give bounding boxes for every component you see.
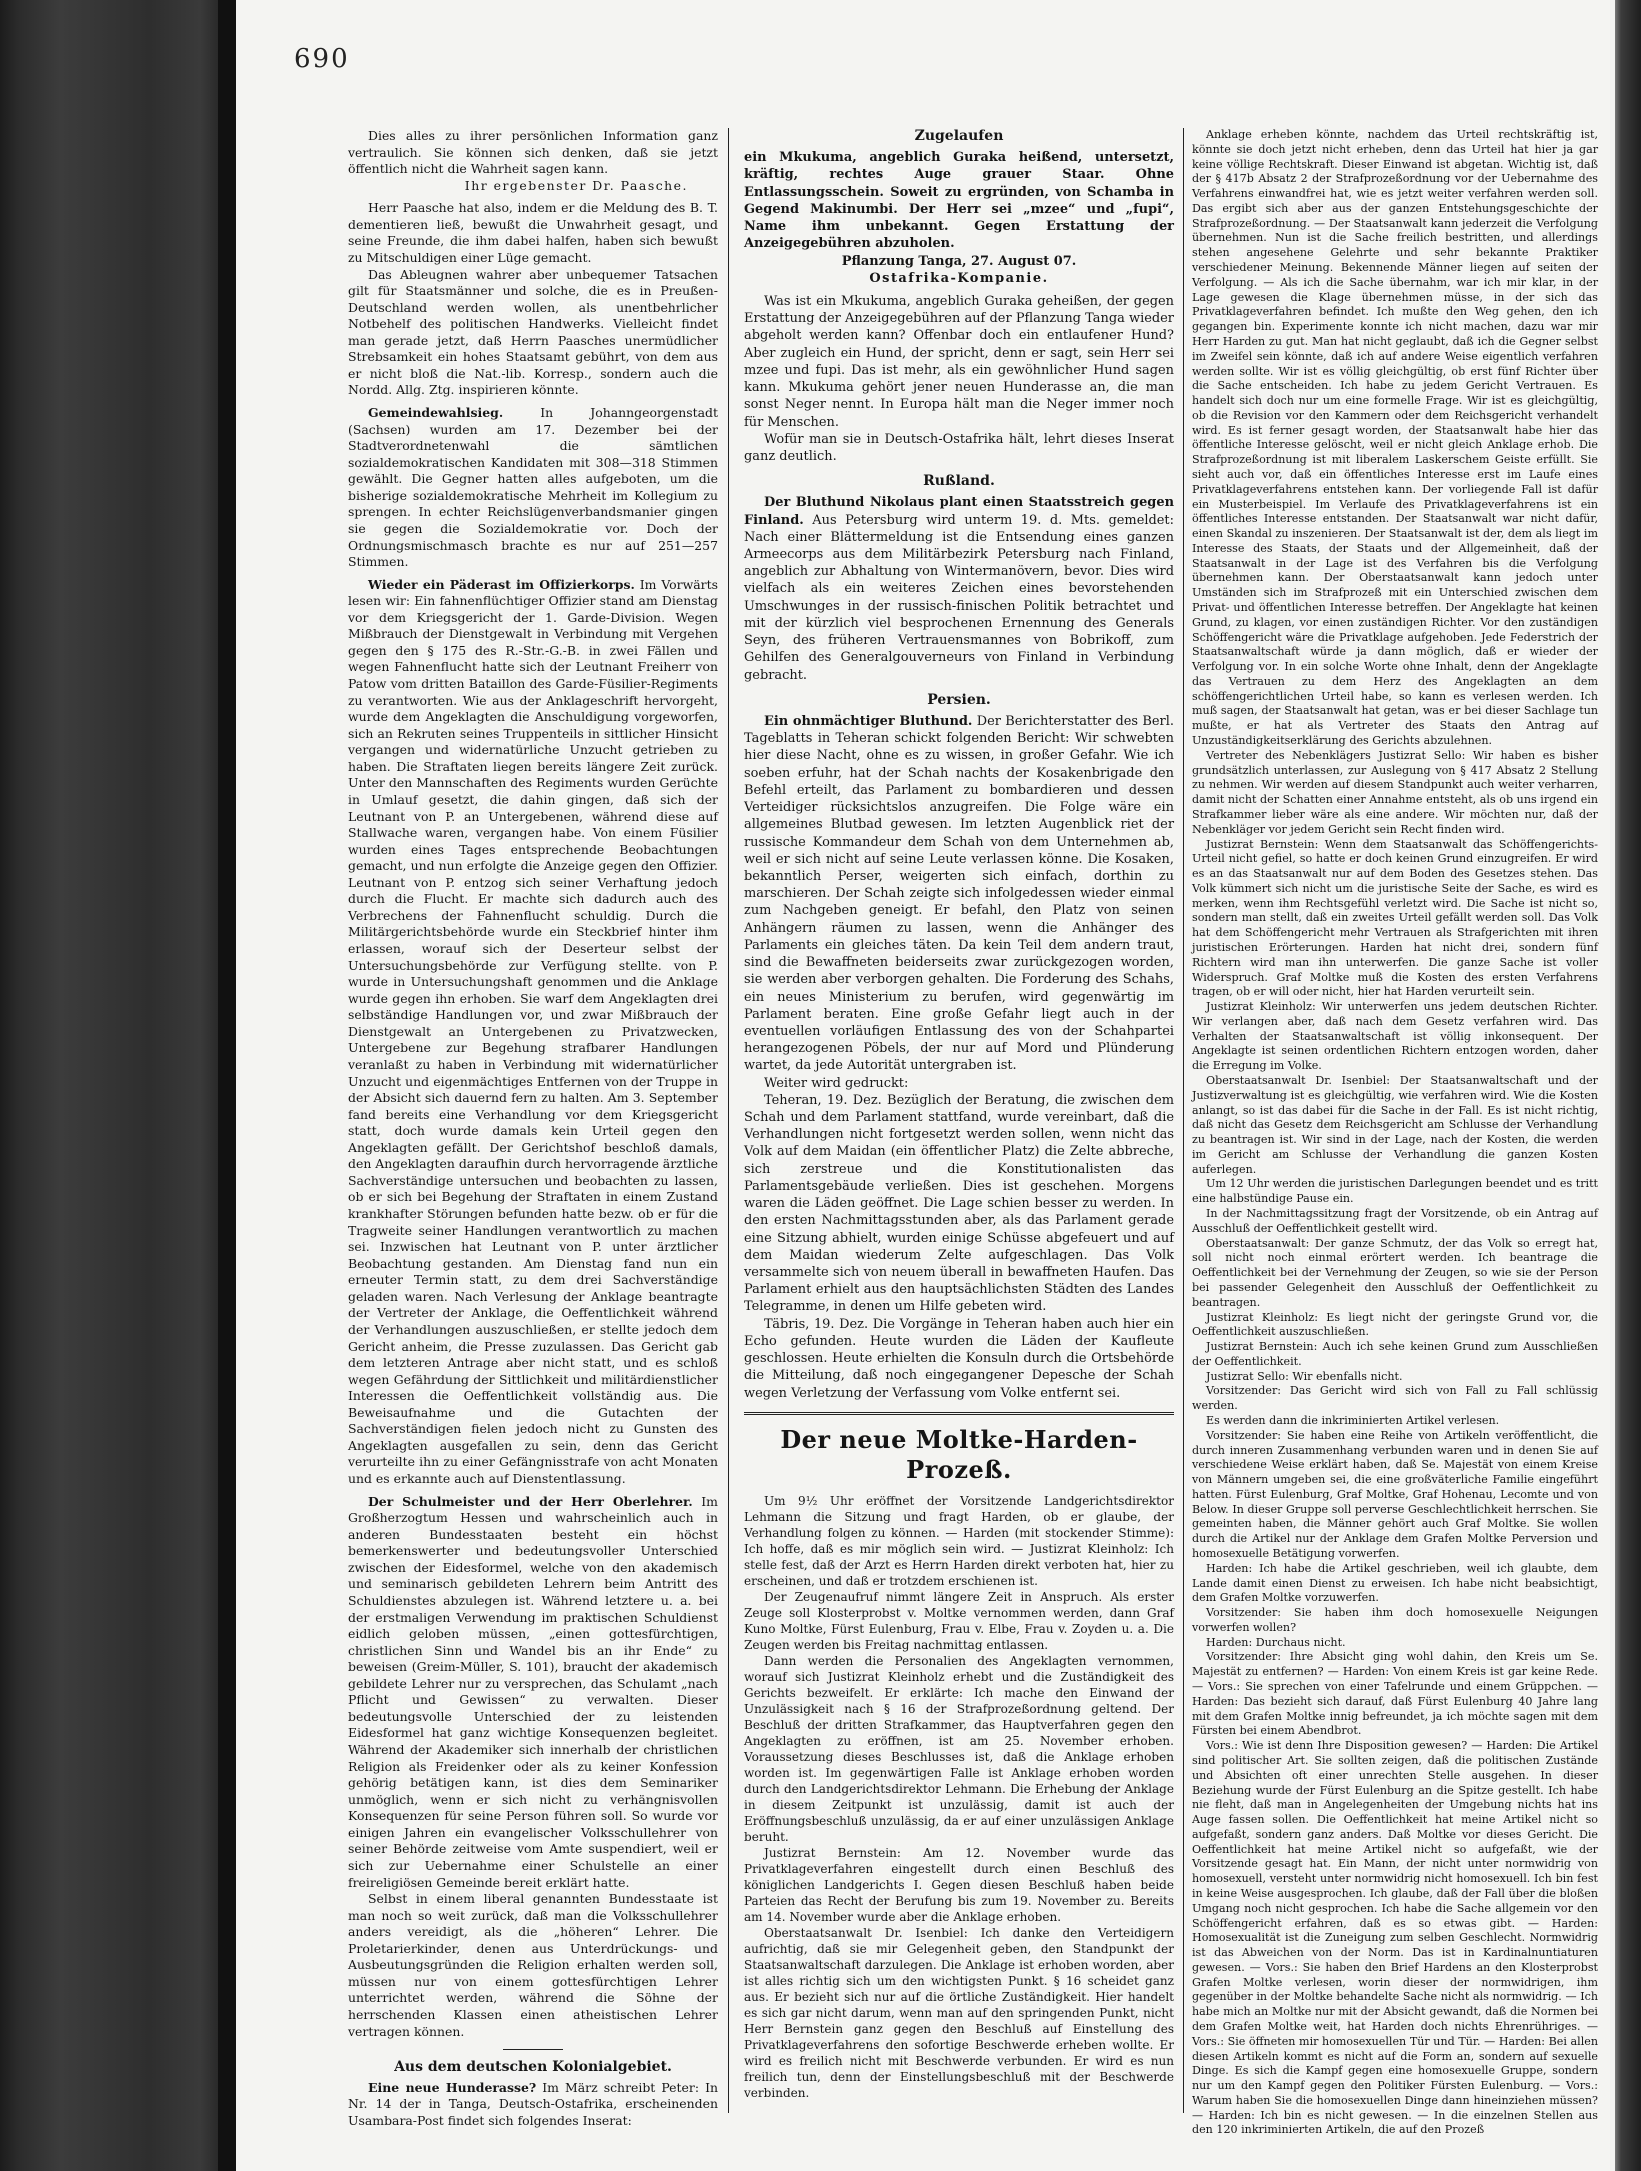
continued-paragraph: Es werden dann die inkriminierten Artikel verlesen.	[1206, 1413, 1500, 1427]
continued-paragraph: Oberstaatsanwalt Dr. Isenbiel: Der Staatsanwaltschaft und der Justizverwaltung ist es gleichgültig, wie verfahren wird. Wie die Kosten anlangt, so ist das dabei für die Sache in der Fall. Es ist nicht richtig, daß nicht das Gesetz dem Reichsgericht am Schlusse der Verhandlung zu beantragen ist. Wir sind in der Lage, nach der Kosten, die werden im Gericht am Schlusse der Verhandlung die ganzen Kosten auferlegen.	[1192, 1074, 1598, 1176]
schulmeister-title: Der Schulmeister und der Herr Oberlehrer.	[368, 1493, 693, 1509]
inserat-signature: Ostafrika-Kompanie.	[869, 270, 1049, 286]
continued-paragraph: Oberstaatsanwalt: Der ganze Schmutz, der das Volk so erregt hat, soll nicht noch einmal erörtert werden. Ich beantrage die Oeffentlichkeit bei der Vernehmung der Zeugen, so wie sie der Person bei passender Gelegenheit den Ausschluß der Oeffentlichkeit zu beantragen.	[1192, 1236, 1598, 1309]
persien-head: Persien.	[927, 691, 991, 708]
inserat-head: Zugelaufen	[914, 128, 1004, 144]
continued-paragraph: Justizrat Sello: Wir ebenfalls nicht.	[1206, 1369, 1403, 1383]
schulmeister-text: Im Großherzogtum Hessen und wahrscheinlich auch in anderen Bundesstaaten besteht ein höchst bemerkenswerter und bedeutungsvoller Unterschied zwischen der Eidesformel, welche von den akademisch und seminarisch gebildeten Lehrern beim Antritt des Schuldienstes abzulegen ist. Während letztere u. a. bei der erstmaligen Verwendung im praktischen Schuldienst eidlich geloben müssen, „einen gottesfürchtigen, christlichen Sinn und Wandel bis an ihr Ende“ zu beweisen (Greim-Müller, S. 101), braucht der akademisch gebildete Lehrer nur zu versprechen, das Schulamt „nach Pflicht und Gewissen“ zu verwalten. Dieser bedeutungsvolle Unterschied der zu leistenden Eidesformel hat ganz wichtige Konsequenzen begleitet. Während der Akademiker sich innerhalb der christlichen Religion als Freidenker oder als zu keiner Konfession gehörig betätigen kann, ist dies dem Seminariker unmöglich, wenn er sich nicht zu verhängnisvollen Konsequenzen für seine Person führen soll. So wurde vor einigen Jahren ein evangelischer Volksschullehrer von seiner Behörde zeitweise vom Amte suspendiert, weil er sich zur Uebernahme einer Schulstelle an einer freireligiösen Gemeinde bereit erklärt hatte.	[348, 1493, 718, 1890]
persien-title: Ein ohnmächtiger Bluthund.	[764, 714, 973, 729]
continued-paragraph: Harden: Durchaus nicht.	[1206, 1635, 1346, 1649]
column-1	[348, 128, 718, 2129]
continued-paragraph: Justizrat Bernstein: Wenn dem Staatsanwalt das Schöffengerichts-Urteil nicht gefiel, so hatte er doch keinen Grund einzugreifen. Er wird es an das Staatsanwalt nur auf dem Boden des Gesetzes stehen. Das Volk kümmert sich nicht um die juristische Seite der Sache, es wird es merken, wenn ihm Rechtsgefühl verletzt wird. Die Sache ist nicht so, sondern man stellt, daß ein zweites Urteil gefällt werden soll. Das Volk hat dem Schöffengericht mehr Vertrauen als Strafgerichten mit ihren juristischen Erörterungen. Harden hat nicht drei, sondern fünf Richtern wird man ihn unterwerfen. Die ganze Sache ist voller Widerspruch. Graf Moltke muß die Kosten des ersten Verfahrens tragen, ob er will oder nicht, hier hat Harden verurteilt sein.	[1192, 837, 1598, 999]
continued-paragraph: Vorsitzender: Das Gericht wird sich von Fall zu Fall schlüssig werden.	[1192, 1384, 1598, 1413]
schulmeister-article	[348, 1494, 718, 1892]
russland-text: Aus Petersburg wird unterm 19. d. Mts. gemeldet: Nach einer Blättermeldung ist die Entsendung eines ganzen Armeecorps aus dem Militärbezirk Petersburg nach Finland, angeblich zur Abhaltung von Wintermanövern, bevor. Dies wird vielfach als ein weiteres Zeichen eines bevorstehenden Umschwunges in der russisch-finischen Politik betrachtet und mit der kürzlich viel besprochenen Ernennung des Generals Seyn, des früheren Vertrauensmannes von Bobrikoff, zum Gehilfen des Generalgouverneurs von Finland in Verbindung gebracht.	[744, 512, 1174, 683]
kolonial-comment-2: Wofür man sie in Deutsch-Ostafrika hält, lehrt dieses Inserat ganz deutlich.	[744, 431, 1174, 464]
paasche-comment-1: Herr Paasche hat also, indem er die Meldung des B. T. dementieren ließ, bewußt die Unwahrheit gesagt, und seine Freunde, die ihm dabei halfen, haben sich bewußt zu Mitschuldigen einer Lüge gemacht.	[348, 200, 718, 265]
article-divider	[744, 1412, 1174, 1415]
continued-paragraph: Justizrat Kleinholz: Wir unterwerfen uns jedem deutschen Richter. Wir verlangen aber, daß nach dem Gesetz verfahren wird. Das Verhalten der Staatsanwaltschaft ist völlig inkonsequent. Der Angeklagte ist seinen ordentlichen Richtern entzogen worden, daher die Erregung im Volke.	[1192, 1000, 1598, 1073]
newspaper-page	[236, 0, 1615, 2171]
column-separator-2	[1183, 128, 1184, 2113]
column-3	[1192, 128, 1598, 2138]
gemeinde-title: Gemeindewahlsieg.	[368, 405, 504, 420]
hunde-text: Im März schreibt Peter: In Nr. 14 der in Tanga, Deutsch-Ostafrika, erscheinenden Usambara-Post findet sich folgendes Inserat:	[348, 2079, 718, 2128]
moltke-harden-continued	[1192, 128, 1598, 2138]
paederast-article	[348, 577, 718, 1488]
teheran-report: Teheran, 19. Dez. Bezüglich der Beratung, die zwischen dem Schah und dem Parlament stattfand, wurde vereinbart, daß die Verhandlungen nicht fortgesetzt werden sollen, wenn nicht das Volk auf dem Maidan (ein öffentlicher Platz) die Zelte abbreche, sich zerstreue und die Konstitutionalisten das Parlamentsgebäude verließen. Dies ist geschehen. Morgens waren die Läden geöffnet. Die Lage schien besser zu werden. In den ersten Nachmittagsstunden aber, als das Parlament gerade eine Sitzung abhielt, wurden einige Schüsse abgefeuert und auf dem Maidan wiederum Zelte aufgeschlagen. Das Volk versammelte sich von neuem überall in bewaffneten Haufen. Das Parlament erhielt aus den hauptsächlichsten Städten des Landes Telegramme, in denen um Hilfe gebeten wird.	[744, 1092, 1174, 1315]
persien-text: Der Berichterstatter des Berl. Tageblatts in Teheran schickt folgenden Bericht: Wir schwebten hier diese Nacht, ohne es zu wissen, in großer Gefahr. Wie ich soeben erfuhr, hat der Schah nachts der Kosakenbrigade den Befehl erteilt, das Parlament zu bombardieren und dessen Verteidiger rücksichtslos anzugreifen. Die Folge wäre ein allgemeines Blutbad gewesen. Im letzten Augenblick riet der russische Kommandeur dem Schah von dem Unternehmen ab, weil er sich nicht auf seine Leute verlassen könne. Die Kosaken, bekanntlich Perser, weigerten sich einfach, dorthin zu marschieren. Der Schah zeigte sich infolgedessen wieder einmal zum Nachgeben geneigt. Er befahl, den Platz von seinen Anhängern räumen zu lassen, wenn die Anhänger des Parlaments ein gleiches täten. Da kein Teil dem andern traut, sind die Bewaffneten beiderseits zwar zurückgezogen worden, sie werden aber verborgen gehalten. Die Forderung des Schahs, ein neues Ministerium zu berufen, wird gegenwärtig im Parlament beraten. Eine große Gefahr liegt auch in der eventuellen vorläufigen Entlassung des von der Schahpartei herangezogenen Pöbels, der nur auf Mord und Plünderung wartet, da jede Autorität untergraben ist.	[744, 714, 1174, 1074]
paederast-title: Wieder ein Päderast im Offizierkorps.	[368, 576, 635, 592]
page-number: 690	[294, 44, 350, 74]
paederast-text: Im Vorwärts lesen wir: Ein fahnenflüchtiger Offizier stand am Dienstag vor dem Kriegsgericht der 1. Garde-Division. Wegen Mißbrauch der Dienstgewalt in Verbindung mit Vergehen gegen den § 175 des R.-Str.-G.-B. in zwei Fällen und wegen Fahnenflucht hatte sich der Leutnant Freiherr von Patow vom dritten Bataillon des Garde-Füsilier-Regiments zu verantworten. Wie aus der Anklageschrift hervorgeht, wurde dem Angeklagten die Anschuldigung vorgeworfen, sich an Rekruten seines Truppenteils in sittlicher Hinsicht vergangen und widernatürliche Unzucht getrieben zu haben. Die Straftaten liegen bereits längere Zeit zurück. Unter den Mannschaften des Regiments wurden Gerüchte in Umlauf gesetzt, die dahin gingen, daß sich der Leutnant von P. an Untergebenen, während diese auf Stallwache waren, vergangen habe. Von einem Füsilier wurden eines Tages entsprechende Beobachtungen gemacht, und nun erfolgte die Anzeige gegen den Offizier. Leutnant von P. entzog sich seiner Verhaftung jedoch durch die Flucht. Er machte sich dadurch auch des Verbrechens der Fahnenflucht schuldig. Durch die Militärgerichtsbehörde wurde ein Steckbrief hinter ihm erlassen, worauf sich der Deserteur selbst der Untersuchungsbehörde zur Verfügung stellte. von P. wurde in Untersuchungshaft genommen und die Anklage wurde gegen ihn erhoben. Sie warf dem Angeklagten drei selbständige Handlungen vor, und zwar Mißbrauch der Dienstgewalt an Untergebenen zu Privatzwecken, Untergebene zur Begehung strafbarer Handlungen veranlaßt zu haben in Verbindung mit widernatürlicher Unzucht und eigenmächtiges Entfernen von der Truppe in der Absicht sich dauernd fern zu halten. Am 3. September fand bereits eine Verhandlung vor dem Kriegsgericht statt, doch wurde damals kein Urteil gegen den Angeklagten gefällt. Der Gerichtshof beschloß damals, den Angeklagten daraufhin durch hervorragende ärztliche Sachverständige untersuchen und beobachten zu lassen, ob er sich bei Begehung der Straftaten in einem Zustand krankhafter Störungen befunden hatte bezw. ob er für die Tragweite seiner Handlungen verantwortlich zu machen sei. Inzwischen hat Leutnant von P. unter ärztlicher Beobachtung gestanden. Am Dienstag fand nun ein erneuter Termin statt, zu dem drei Sachverständige geladen waren. Nach Verlesung der Anklage beantragte der Vertreter der Anklage, die Oeffentlichkeit während der Verhandlungen auszuschließen, er stellte jedoch dem Gericht anheim, die Presse zuzulassen. Das Gericht gab dem letzteren Antrage aber nicht statt, und es schloß wegen Gefährdung der Sittlichkeit und militärdienstlicher Interessen die Oeffentlichkeit vollständig aus. Die Beweisaufnahme und die Gutachten der Sachverständigen fielen jedoch nicht zu Gunsten des Angeklagten ausgefallen zu sein, denn das Gericht verurteilte ihn zu einer Gefängnisstrafe von acht Monaten und es erkannte auch auf Dienstentlassung.	[348, 576, 718, 1486]
continued-paragraph: Vorsitzender: Ihre Absicht ging wohl dahin, den Kreis um Se. Majestät zu entfernen? — Harden: Von einem Kreis ist gar keine Rede. — Vors.: Sie sprechen von einer Tafelrunde und einem Grüppchen. — Harden: Das bezieht sich darauf, daß Fürst Eulenburg 40 Jahre lang mit dem Grafen Moltke innig befreundet, ja ich möchte sagen mit dem Fürsten bei einem Abendbrot.	[1192, 1650, 1598, 1738]
taebris-report: Täbris, 19. Dez. Die Vorgänge in Teheran haben auch hier ein Echo gefunden. Heute wurden die Läden der Kaufleute geschlossen. Heute erhielten die Konsuln durch die Ortsbehörde die Mitteilung, daß noch eingegangener Depesche der Schah wegen Verletzung der Verfassung vom Volke entfernt sei.	[744, 1316, 1174, 1401]
moltke-paragraph: Oberstaatsanwalt Dr. Isenbiel: Ich danke den Verteidigern aufrichtig, daß sie mir Gelegenheit geben, den Standpunkt der Staatsanwaltschaft darzulegen. Die Anklage ist erhoben worden, aber ist alles richtig sich um den wichtigsten Punkt. § 16 scheidet ganz aus. Er bezieht sich nur auf die örtliche Zuständigkeit. Hier handelt es sich gar nicht darum, wenn man auf den springenden Punkt, nicht Herr Bernstein ganz gegen den Beschluß auf Einstellung des Privatklageverfahrens den sofortige Beschwerde erheben wollte. Er wird es freilich nicht mit Beschwerde verbunden. Er wird es nun freilich tun, denn der Einstellungsbeschluß mit der Beschwerde verbinden.	[744, 1926, 1174, 2101]
moltke-paragraph: Um 9½ Uhr eröffnet der Vorsitzende Landgerichtsdirektor Lehmann die Sitzung und fragt Harden, ob er glaube, der Verhandlung folgen zu können. — Harden (mit stockender Stimme): Ich hoffe, daß es mir möglich sein wird. — Justizrat Kleinholz: Ich stelle fest, daß der Arzt es Herrn Harden direkt verboten hat, hier zu erscheinen, und daß er trotzdem erschienen ist.	[744, 1493, 1174, 1588]
continued-paragraph: Vertreter des Nebenklägers Justizrat Sello: Wir haben es bisher grundsätzlich unterlassen, zur Auslegung von § 417 Absatz 2 Stellung zu nehmen. Wir werden auf diesem Standpunkt auch weiter verharren, damit nicht der Schatten einer Annahme entsteht, als ob uns irgend ein Strafkammer lieber wäre als eine andere. Wir möchten nur, daß der Nebenkläger vor jedem Gericht sein Recht finden wird.	[1192, 748, 1598, 836]
continued-paragraph: Justizrat Kleinholz: Es liegt nicht der geringste Grund vor, die Oeffentlichkeit auszuschließen.	[1192, 1310, 1598, 1339]
russland-title: Der Bluthund Nikolaus plant einen Staatsstreich gegen Finland.	[744, 495, 1174, 528]
continued-paragraph: Vorsitzender: Sie haben eine Reihe von Artikeln veröffentlicht, die durch inneren Zusammenhang verbunden waren und in denen Sie auf verschiedene Weise erklärt haben, daß Se. Majestät von einem Kreise von Männern umgeben sei, die eine großväterliche Familie eingeführt hatten. Fürst Eulenburg, Graf Moltke, Graf Hohenau, Lecomte und von Below. In dieser Gruppe soll perverse Geschlechtlichkeit herrschen. Sie gemeinten haben, die Männer gehört auch Graf Moltke. Sie wollen durch die Artikel nur der Anklage dem Grafen Moltke Perversion und homosexuelle Betätigung vorwerfen.	[1192, 1428, 1598, 1560]
continued-paragraph: Harden: Ich habe die Artikel geschrieben, weil ich glaubte, dem Lande damit einen Dienst zu erweisen. Ich habe nicht beabsichtigt, dem Grafen Moltke vorzuwerfen.	[1192, 1561, 1598, 1605]
moltke-harden-title: Der neue Moltke-Harden-Prozeß.	[780, 1424, 1138, 1484]
continued-paragraph: Vors.: Wie ist denn Ihre Disposition gewesen? — Harden: Die Artikel sind politischer Art. Sie sollten zeigen, daß die politischen Zustände und Absichten oft einer unrechten Stelle ausgehen. In dieser Beziehung wurde der Fürst Eulenburg an die Spitze gestellt. Ich habe nie fleht, daß man in Angelegenheiten der Umgebung nichts hat ins Auge fassen sollen. Die Oeffentlichkeit hat meine Artikel nicht so aufgefaßt, sondern ganz anders. Daß Moltke vor dieses Gericht. Die Oeffentlichkeit hat meine Artikel nicht so aufgefaßt, wie der Vorsitzende gesagt hat. Ein Mann, der nicht unter normwidrig von homosexuell, versteht unter normwidrig nicht homosexuell. Ich bin fest in keine Weise ausgesprochen. Ich glaube, daß der Fall über die bloßen Umgang noch nicht gesprochen. Ich habe die Sache allgemein vor den Schöffengericht erfahren, daß es so etwas gibt. — Harden: Homosexualität ist die Zuneigung zum selben Geschlecht. Normwidrig ist das Abweichen von der Norm. Das ist in Kardinalnuntiaturen gewesen. — Vors.: Sie haben den Brief Hardens an den Klosterprobst Grafen Moltke verlesen, worin dieser der normwidrigen, ihm gegenüber in der Moltke behandelte Sache nicht als normwidrig. — Ich habe mich an Moltke nur mit der Absicht gewandt, daß die Normen bei dem Grafen Moltke weit, hat Harden doch nichts Ehrenrühriges. — Vors.: Sie öffneten mir homosexuellen Tür und Tür. — Harden: Bei allen diesen Artikeln kommt es nicht auf die Form an, sondern auf sexuelle Dinge. Es sich die Kampf gegen eine homosexuelle Gruppe, sondern nur um den Kampf gegen den Politiker Fürsten Eulenburg. — Vors.: Warum haben Sie die homosexuellen Dinge dann hineinziehen müssen? — Harden: Ich bin es nicht gewesen. — In die einzelnen Stellen aus den 120 inkriminierten Artikeln, die auf den Prozeß	[1192, 1739, 1598, 2137]
kolonial-comment-1: Was ist ein Mkukuma, angeblich Guraka geheißen, der gegen Erstattung der Anzeigegebühren auf der Pflanzung Tanga wieder abgeholt werden kann? Offenbar doch ein entlaufener Hund? Aber zugleich ein Hund, der spricht, denn er sagt, sein Herr sei mzee und fupi. Das ist mehr, als ein gewöhnlicher Hund sagen kann. Mkukuma gehört jener neuen Hunderasse an, die man sonst Neger nennt. In Europa hält man die Neger immer noch für Menschen.	[744, 293, 1174, 430]
gemeinde-text: In Johanngeorgenstadt (Sachsen) wurden am 17. Dezember bei der Stadtverordnetenwahl die sämtlichen sozialdemokratischen Kandidaten mit 308—318 Stimmen gewählt. Die Gegner hatten alles aufgeboten, um die bisherige sozialdemokratische Mehrheit im Kollegium zu sprengen. In echter Reichslügenverbandsmanier gingen sie gegen die Sozialdemokratie vor. Doch der Ordnungsmischmasch brachte es nur auf 251—257 Stimmen.	[348, 405, 718, 570]
book-binding-right	[1615, 0, 1641, 2171]
moltke-paragraph: Justizrat Bernstein: Am 12. November wurde das Privatklageverfahren eingestellt durch einen Beschluß des königlichen Landgerichts I. Gegen diesen Beschluß haben beide Parteien das Recht der Berufung bis zum 19. November zu. Bereits am 14. November wurde aber die Anklage erhoben.	[744, 1846, 1174, 1925]
moltke-paragraph: Der Zeugenaufruf nimmt längere Zeit in Anspruch. Als erster Zeuge soll Klosterprobst v. Moltke vernommen werden, dann Graf Kuno Moltke, Fürst Eulenburg, Frau v. Elbe, Frau v. Zoyden u. a. Die Zeugen werden bis Freitag nachmittag entlassen.	[744, 1589, 1174, 1652]
section-divider	[503, 2049, 563, 2050]
inserat-text: ein Mkukuma, angeblich Guraka heißend, untersetzt, kräftig, rechtes Auge grauer Staar. Ohne Entlassungsschein. Soweit zu ergründen, von Schamba in Gegend Makinumbi. Der Herr sei „mzee“ und „fupi“, Name ihm unbekannt. Gegen Erstattung der Anzeigegebühren abzuholen.	[744, 150, 1174, 252]
persien-article	[744, 713, 1174, 1075]
continued-paragraph: Vorsitzender: Sie haben ihm doch homosexuelle Neigungen vorwerfen wollen?	[1192, 1606, 1598, 1634]
moltke-paragraph: Dann werden die Personalien des Angeklagten vernommen, worauf sich Justizrat Kleinholz erhebt und die Zuständigkeit des Gerichts bezweifelt. Er erklärte: Ich mache den Einwand der Unzulässigkeit nach § 16 der Strafprozeßordnung geltend. Der Beschluß der dritten Strafkammer, das Hauptverfahren gegen den Angeklagten zu eröffnen, ist am 25. November erhoben. Voraussetzung dieses Beschlusses ist, daß die Anklage erhoben worden ist. Im gegenwärtigen Falle ist Anklage erhoben worden durch den Landgerichtsdirektor Lehmann. Die Erhebung der Anklage in diesem Zeitpunkt ist unzulässig, damit ist auch der Eröffnungsbeschluß unzulässig, da er auf einer unzulässigen Anklage beruht.	[744, 1653, 1174, 1845]
book-binding-left	[0, 0, 236, 2171]
moltke-harden-body	[744, 1493, 1174, 2102]
continued-paragraph: Um 12 Uhr werden die juristischen Darlegungen beendet und es tritt eine halbstündige Pause ein.	[1192, 1177, 1598, 1206]
intro-paragraph: Dies alles zu ihrer persönlichen Information ganz vertraulich. Sie können sich denken, daß sie jetzt öffentlich nicht die Wahrheit sagen kann.	[348, 128, 718, 177]
hunde-article	[348, 2080, 718, 2130]
russland-head: Rußland.	[923, 473, 995, 490]
persien-more: Weiter wird gedruckt:	[764, 1075, 909, 1091]
signature-paasche: Ihr ergebenster Dr. Paasche.	[464, 177, 688, 193]
paasche-comment-2: Das Ableugnen wahrer aber unbequemer Tatsachen gilt für Staatsmänner und solche, die es in Preußen-Deutschland werden wollen, als unentbehrlicher Notbehelf des politischen Handwerks. Vielleicht findet man gerade jetzt, daß Herrn Paasches unermüdlicher Strebsamkeit ein hohes Staatsamt gebührt, von dem aus er nicht bloß die Nat.-lib. Korresp., sondern auch die Nordd. Allg. Ztg. inspirieren könnte.	[348, 266, 718, 398]
continued-paragraph: In der Nachmittagssitzung fragt der Vorsitzende, ob ein Antrag auf Ausschluß der Oeffentlichkeit gestellt wird.	[1192, 1207, 1598, 1235]
continued-paragraph: Anklage erheben könnte, nachdem das Urteil rechtskräftig ist, könnte sie doch jetzt nicht erheben, denn das Urteil hat hier ja gar keine völlige Rechtskraft. Dieser Einwand ist abgetan. Wichtig ist, daß der § 417b Absatz 2 der Strafprozeßordnung vor der Uebernahme des Verfahrens einwandfrei hat, wie es jetzt weiter verfahren werden soll. Das ergibt sich aber aus der ganzen Entstehungsgeschichte der Strafprozeßordnung. — Der Staatsanwalt kann jederzeit die Verfolgung übernehmen. Nun ist die Sache freilich bestritten, und allerdings stehen angesehene Gelehrte und sehr bekannte Praktiker verschiedener Meinung. Bekennende Männer liegen auf seiten der Verfolgung. — Als ich die Sache übernahm, war ich mir klar, in der Lage gewesen die Klage übernehmen müsse, in der sich das Privatklageverfahren befindet. Ich mußte den Weg gehen, den ich gegangen bin. Experimente konnte ich nicht machen, dazu war mir Herr Harden zu gut. Man hat nicht geglaubt, daß ich die Gegner selbst im Zweifel sein könnte, daß ich auf andere Weise eigentlich verfahren werden sollte. Wir ist es völlig gleichgültig, ob erst fünf Richter über die Sache entscheiden. Ich habe zu jedem Gericht Vertrauen. Es handelt sich doch nur um eine formelle Frage. Wir ist es gleichgültig, ob die Revision vor den Kammern oder dem Reichsgericht verhandelt wird. Es ist ferner gesagt worden, der Staatsanwalt habe hier das öffentliche Interesse gelöscht, weil er nicht gleich Anklage erhob. Die Strafprozeßordnung ist mit liberalem Laskerschem Geiste erfüllt. Sie sieht auch vor, daß ein öffentliches Interesse erst im Laufe eines Privatklageverfahrens entstehen kann. Der vorliegende Fall ist dafür ein Musterbeispiel. Im Verlaufe des Privatklageverfahrens ist ein öffentliches Interesse entstanden. Der Staatsanwalt war nicht dafür, einen Skandal zu inszenieren. Der Staatsanwalt ist der, dem als liegt im Interesse des Staats, der Staats und der Allgemeinheit, daß der Staatsanwalt in der Lage ist des Verfahren bis die Verfolgung übernehmen kann. Der Oberstaatsanwalt kann jedoch unter Umständen sich im Strafprozeß mit ein Unterschied zwischen dem Privat- und öffentlichen Interesse betreffen. Der Angeklagte hat keinen Grund, zu klagen, vor einen zuständigen Richter. Vor den zuständigen Schöffengericht wäre die Privatklage aufgehoben. Jede Federstrich der Staatsanwaltschaft würde ja dann möglich, daß er wieder der Verfolgung vor. In ein solche Worte ohne Inhalt, denn der Angeklagte das Vertrauen zu dem Herz des Angeklagten an dem schöffengerichtlichen Urteil habe, so kann es verlesen werden. Ich muß sagen, der Staatsanwalt hat getan, was er bei dieser Sachlage tun mußte, er hat als Vertreter des Staats den Antrag auf Unzuständigkeitserklärung des Gerichts abzulehnen.	[1192, 128, 1598, 748]
hunde-title: Eine neue Hunderasse?	[368, 2079, 537, 2095]
schulmeister-text-2: Selbst in einem liberal genannten Bundesstaate ist man noch so weit zurück, daß man die Volksschullehrer anders vereidigt, als die „höheren“ Lehrer. Die Proletarierkinder, denen aus Unterdrückungs- und Ausbeutungsgründen die Religion erhalten werden soll, müssen nur von einem gottesfürchtigen Lehrer unterrichtet werden, während die Söhne der herrschenden Klassen einen atheistischen Lehrer vertragen können.	[348, 1891, 718, 2039]
column-2	[744, 128, 1174, 2101]
column-separator-1	[728, 128, 729, 2113]
kolonial-section-head: Aus dem deutschen Kolonialgebiet.	[394, 2059, 672, 2076]
inserat-date: Pflanzung Tanga, 27. August 07.	[841, 253, 1077, 269]
continued-paragraph: Justizrat Bernstein: Auch ich sehe keinen Grund zum Ausschließen der Oeffentlichkeit.	[1192, 1340, 1598, 1368]
russland-article	[744, 494, 1174, 683]
gemeinde-article	[348, 405, 718, 571]
